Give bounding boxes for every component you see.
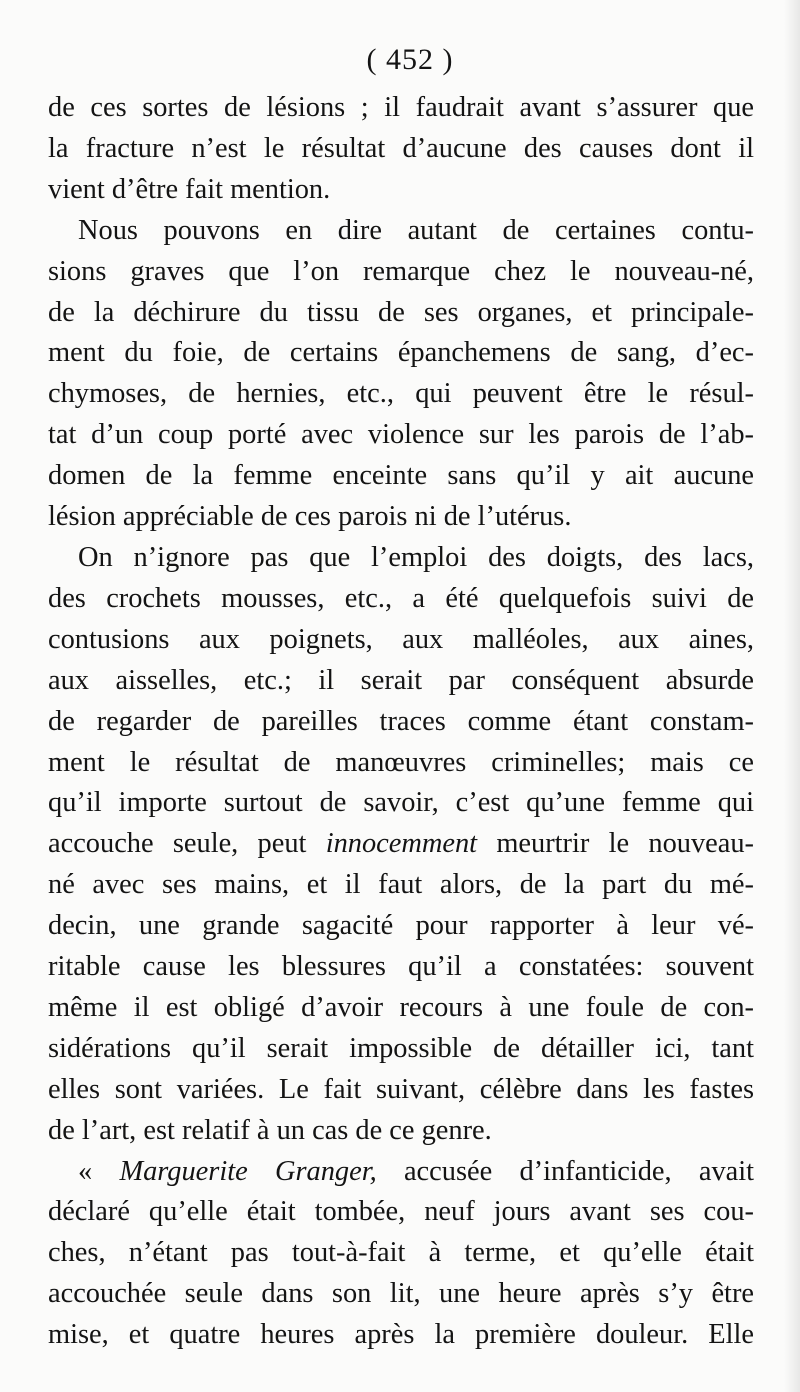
- text-segment: meurtrir le nouveau-: [477, 828, 754, 860]
- text-line: tat d’un coup porté avec violence sur les parois de l’ab-: [48, 419, 754, 451]
- text-line: qu’il importe surtout de savoir, c’est qu’une femme qui: [48, 787, 754, 819]
- text-line: déclaré qu’elle était tombée, neuf jours avant ses cou-: [48, 1196, 754, 1228]
- text-line: ches, n’étant pas tout-à-fait à terme, et qu’elle était: [48, 1237, 754, 1269]
- text-line: de regarder de pareilles traces comme étant constam-: [48, 705, 754, 737]
- text-line: de ces sortes de lésions ; il faudrait avant s’assurer que: [48, 92, 754, 123]
- text-line: la fracture n’est le résultat d’aucune des causes dont il: [48, 132, 754, 164]
- text-line: ment du foie, de certains épanchemens de sang, d’ec-: [48, 337, 754, 369]
- text-segment: accusée d’infanticide, avait: [376, 1155, 754, 1187]
- body-text: [48, 88, 754, 1356]
- text-segment: «: [78, 1155, 120, 1187]
- text-line: On n’ignore pas que l’emploi des doigts, des lacs,: [78, 541, 754, 573]
- text-line: né avec ses mains, et il faut alors, de la part du mé-: [48, 869, 754, 901]
- text-line: sions graves que l’on remarque chez le nouveau-né,: [48, 255, 754, 287]
- page-number: ( 452 ): [366, 43, 454, 76]
- text-line: sidérations qu’il serait impossible de détailler ici, tant: [48, 1032, 754, 1064]
- text-line: ritable cause les blessures qu’il a constatées: souvent: [48, 951, 754, 983]
- text-segment: accouche seule, peut: [48, 828, 326, 860]
- text-line: aux aisselles, etc.; il serait par conséquent absurde: [48, 664, 754, 696]
- text-line: chymoses, de hernies, etc., qui peuvent être le résul-: [48, 378, 754, 410]
- text-line: ment le résultat de manœuvres criminelles; mais ce: [48, 746, 754, 778]
- text-line: de l’art, est relatif à un cas de ce genre.: [48, 1114, 492, 1146]
- italic-text-segment: Marguerite Granger,: [119, 1155, 377, 1187]
- text-line: mise, et quatre heures après la première douleur. Elle: [48, 1319, 754, 1351]
- text-line: de la déchirure du tissu de ses organes, et principale-: [48, 296, 754, 328]
- text-line: contusions aux poignets, aux malléoles, aux aines,: [48, 623, 754, 655]
- text-line: accouchée seule dans son lit, une heure après s’y être: [48, 1278, 754, 1310]
- text-line: des crochets mousses, etc., a été quelquefois suivi de: [48, 582, 754, 614]
- text-line: vient d’être fait mention.: [48, 173, 331, 205]
- text-line: Nous pouvons en dire autant de certaines contu-: [78, 214, 754, 246]
- text-line: elles sont variées. Le fait suivant, célèbre dans les fastes: [48, 1073, 754, 1105]
- text-line: domen de la femme enceinte sans qu’il y ait aucune: [48, 460, 754, 492]
- text-line: même il est obligé d’avoir recours à une foule de con-: [48, 991, 754, 1023]
- text-line: [48, 824, 754, 865]
- italic-text-segment: innocemment: [325, 828, 478, 860]
- text-line: decin, une grande sagacité pour rapporter à leur vé-: [48, 910, 754, 942]
- text-line: [48, 1152, 754, 1193]
- text-line: lésion appréciable de ces parois ni de l’utérus.: [48, 501, 572, 533]
- page-edge-shadow: [784, 0, 800, 1392]
